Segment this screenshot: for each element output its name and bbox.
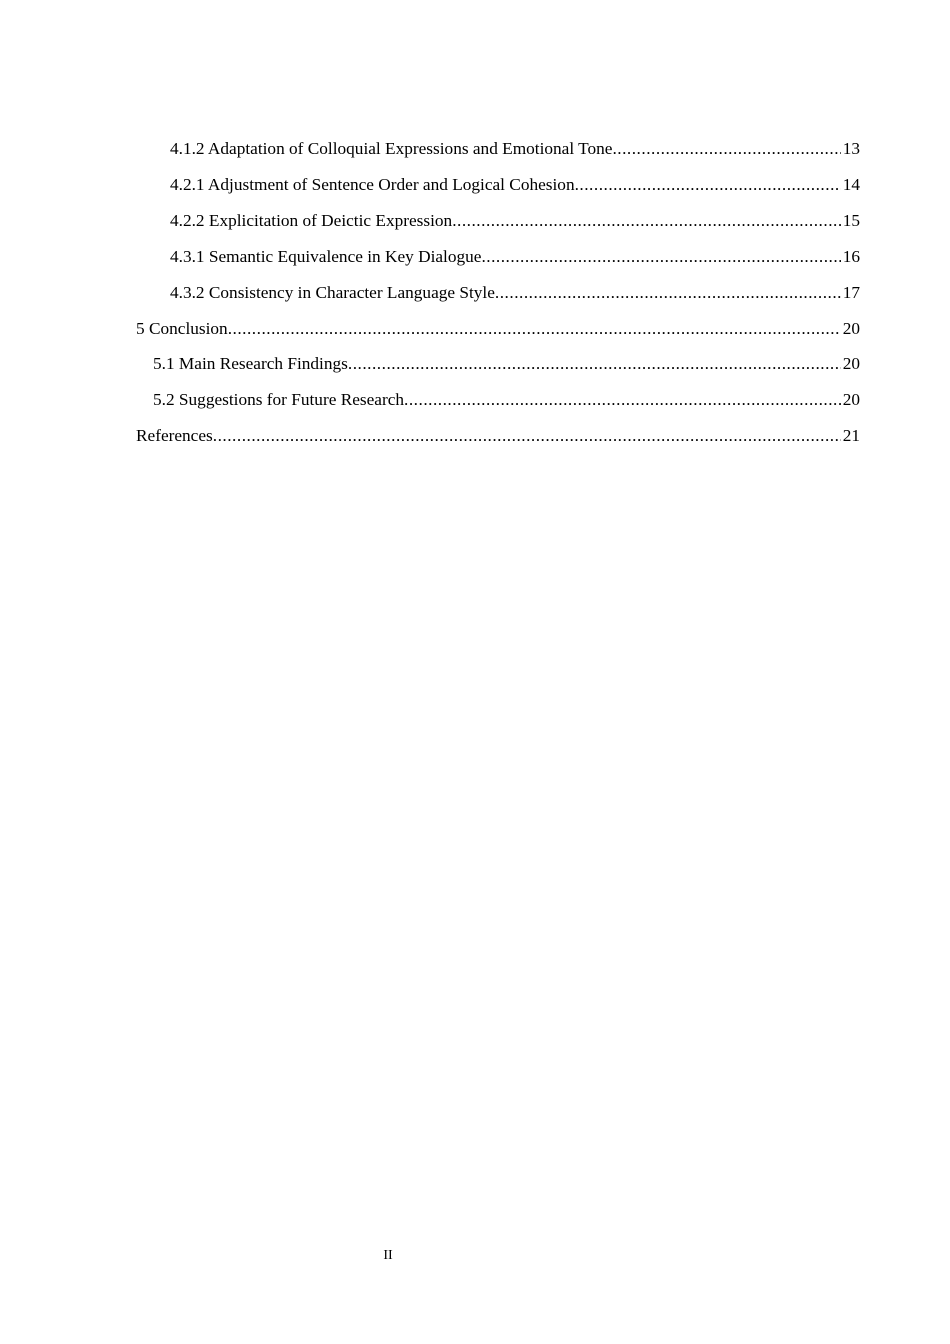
toc-entry[interactable] xyxy=(136,424,860,448)
toc-entry[interactable] xyxy=(170,281,860,305)
toc-entry-page: 17 xyxy=(842,283,860,302)
toc-dot-leader xyxy=(228,317,841,341)
toc-entry-title: 5.2 Suggestions for Future Research xyxy=(153,390,405,409)
toc-entry-title: 5.1 Main Research Findings xyxy=(153,354,348,373)
toc-dot-leader xyxy=(575,173,841,197)
toc-dot-leader xyxy=(452,209,841,233)
toc-entry-title: 4.1.2 Adaptation of Colloquial Expressions and Emotional Tone xyxy=(170,139,613,158)
toc-entry[interactable] xyxy=(170,245,860,269)
toc-entry[interactable] xyxy=(170,137,860,161)
toc-entry-page: 13 xyxy=(842,139,860,158)
toc-entry-page: 20 xyxy=(842,319,860,338)
toc-dot-leader xyxy=(404,388,841,412)
toc-entry[interactable] xyxy=(136,317,860,341)
toc-entry-page: 20 xyxy=(842,390,860,409)
toc-dot-leader xyxy=(495,281,841,305)
toc-entry[interactable] xyxy=(170,173,860,197)
toc-entry-title: 4.3.2 Consistency in Character Language Style xyxy=(170,283,495,302)
toc-dot-leader xyxy=(348,352,841,376)
toc-entry-page: 16 xyxy=(842,247,860,266)
toc-entry-page: 21 xyxy=(842,426,860,445)
toc-entry-title: 4.2.1 Adjustment of Sentence Order and Logical Cohesion xyxy=(170,175,575,194)
toc-entry-page: 14 xyxy=(842,175,860,194)
toc-entry-title: 4.3.1 Semantic Equivalence in Key Dialogue xyxy=(170,247,482,266)
toc-dot-leader xyxy=(481,245,840,269)
toc-entry[interactable] xyxy=(153,352,860,376)
toc-entry-title: References xyxy=(136,426,213,445)
toc-entry-title: 5 Conclusion xyxy=(136,319,228,338)
page-footer xyxy=(0,1246,776,1266)
toc-entry[interactable] xyxy=(170,209,860,233)
toc-entry-page: 20 xyxy=(842,354,860,373)
toc-entry[interactable] xyxy=(153,388,860,412)
toc-entry-title: 4.2.2 Explicitation of Deictic Expression xyxy=(170,211,453,230)
toc-entry-page: 15 xyxy=(842,211,860,230)
toc-dot-leader xyxy=(612,137,840,161)
toc-dot-leader xyxy=(213,424,841,448)
page-number: II xyxy=(383,1248,393,1263)
